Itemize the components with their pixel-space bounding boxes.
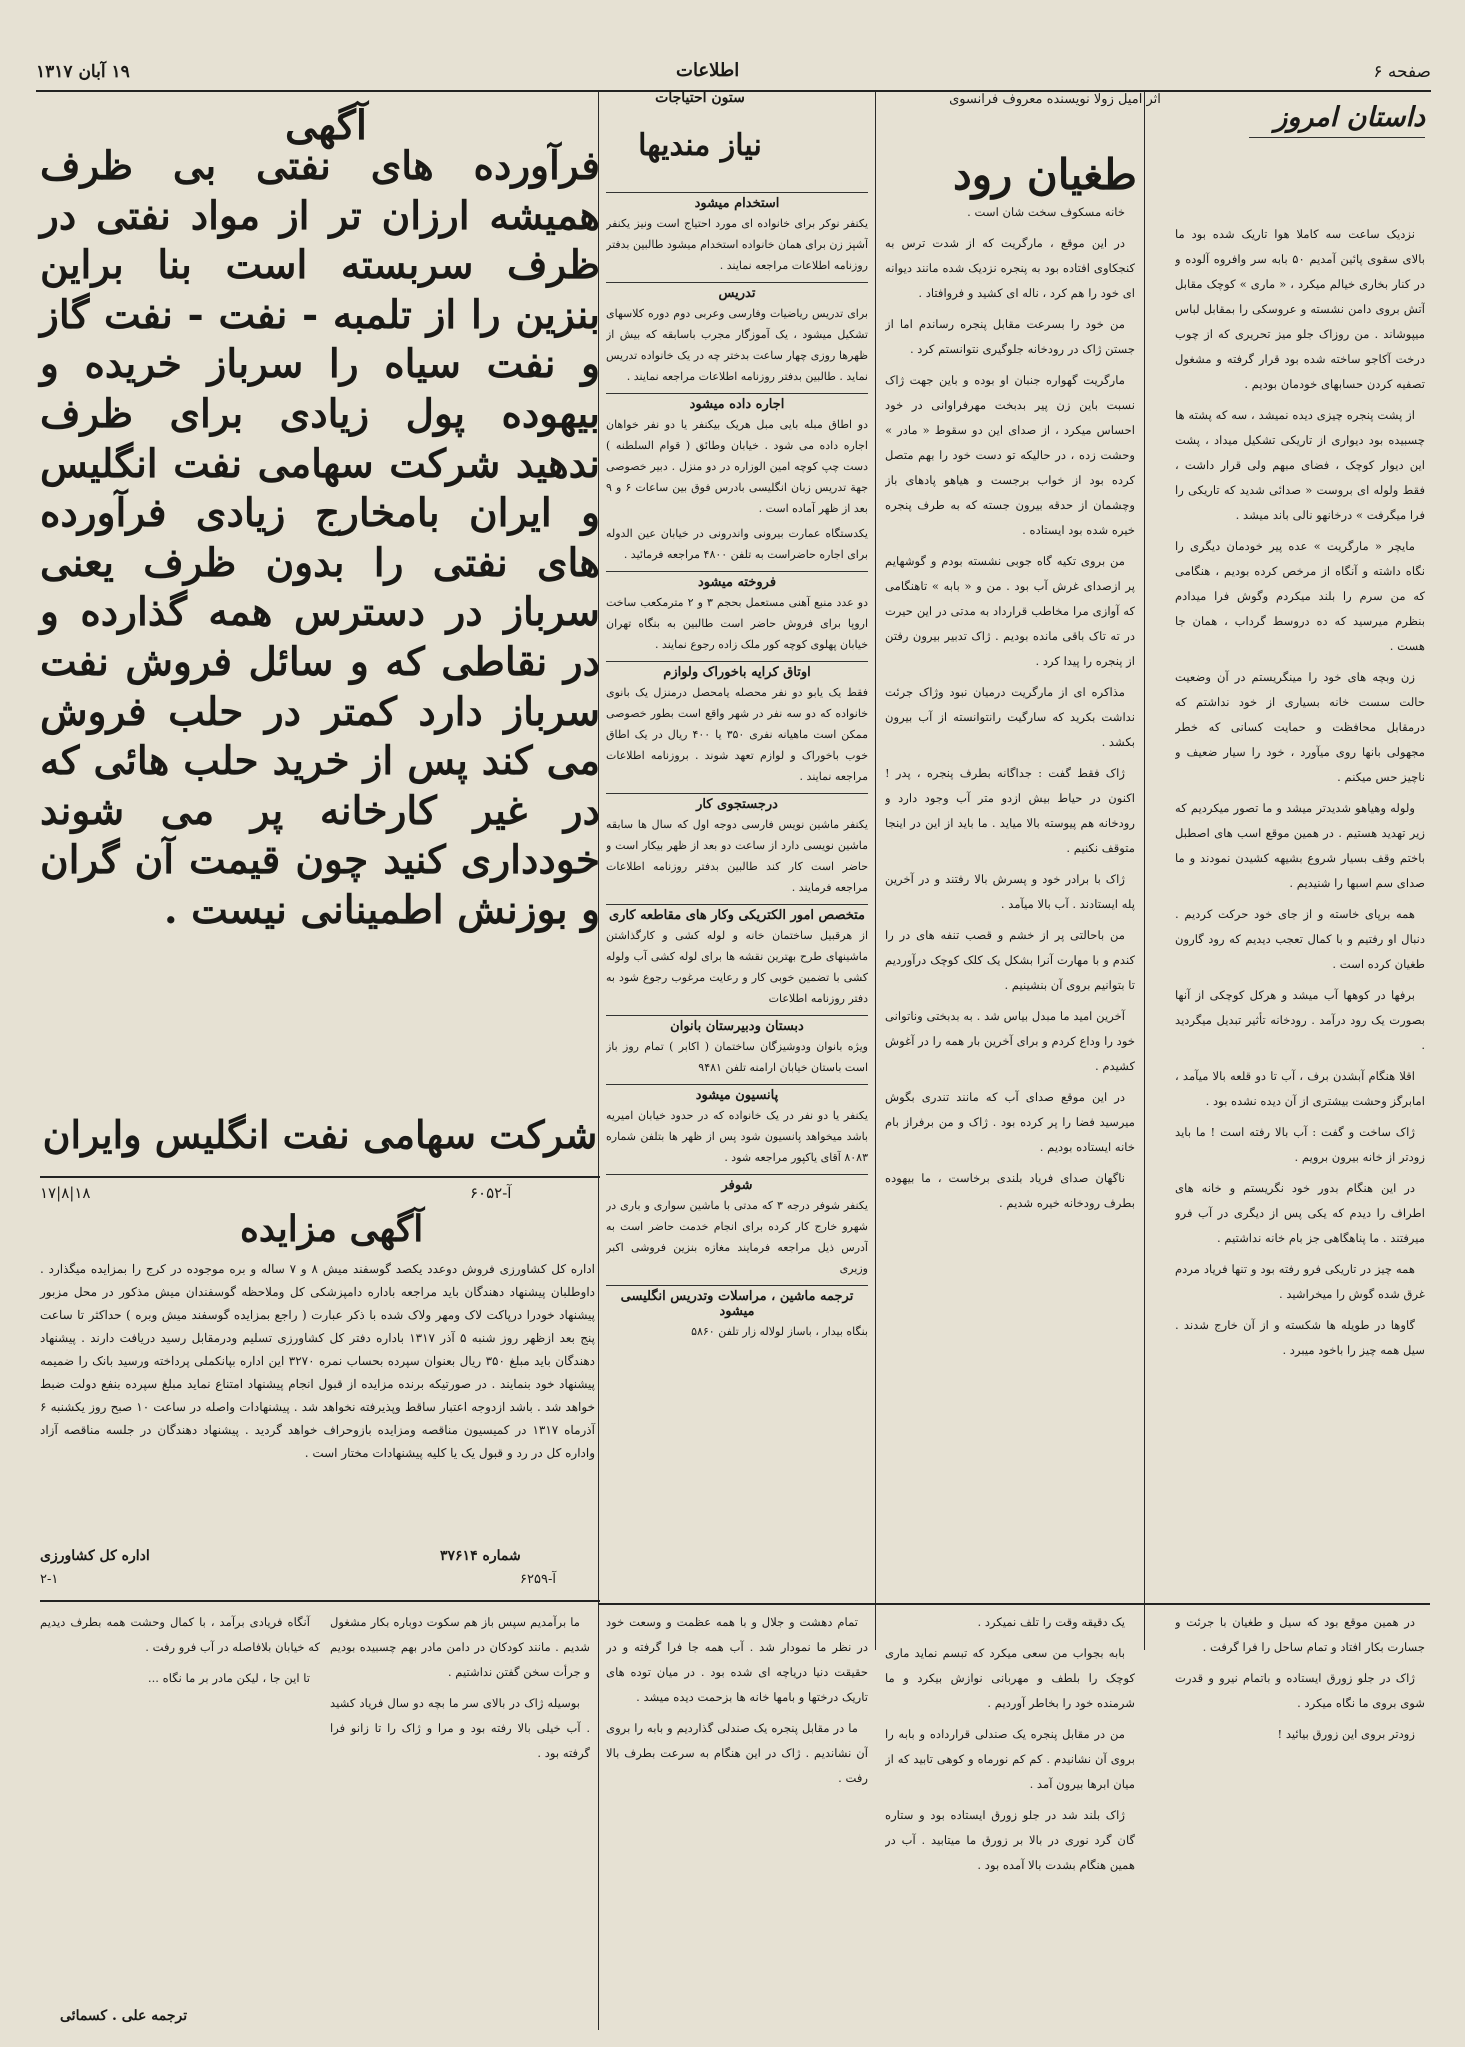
- paragraph: ناگهان صدای فریاد بلندی برخاست ، ما بیهوده بطرف رودخانه خیره شدیم .: [885, 1171, 1135, 1210]
- paragraph: در این موقع صدای آب که مانند تندری بگوش میرسید فضا را پر کرده بود . ژاک و من برفراز بام خانه ایستاده بودیم .: [885, 1090, 1135, 1154]
- paragraph: مارگریت گهواره جنبان او بوده و باین جهت ژاک نسبت باین زن پیر بدبخت مهرفراوانی در خود احساس میکرد ، از صدای این دو سقوط « مادر » وحشت زده ، در حالیکه تو دست خود را بهم متصل کرده بود از خواب برجست و هیاهو پادهای باز وچشمان از حدقه بیرون جسته که به طرف پنجره خیره شده بود ایستاده .: [885, 373, 1135, 537]
- story-continuation-1: [1175, 1610, 1425, 2030]
- classifieds-title: نیاز مندیها: [638, 128, 762, 163]
- story-column-1: [1175, 222, 1425, 1600]
- paragraph: تا این جا ، لیکن مادر بر ما نگاه ...: [147, 1671, 310, 1685]
- classified-ad: [606, 523, 868, 565]
- ad-text: یکنفر ماشین نویس فارسی دوجه اول که سال ها سابقه ماشین نویسی دارد از ساعت دو بعد از ظهر بیکار است و حاضر است کار کند طالبین بدفتر روزنامه اطلاعات مراجعه فرمایند .: [606, 818, 868, 894]
- story-continuation-4: [330, 1610, 590, 2000]
- ad-text: یکدستگاه عمارت بیرونی واندرونی در خیابان عین الدوله برای اجاره حاضراست به تلفن ۴۸۰۰ مراجعه فرمائید .: [606, 527, 868, 561]
- ad-text: از هرقبیل ساختمان خانه و لوله کشی و کارگذاشتن ماشینهای طرح بهترین نقشه ها برای لوله کشی آب ولوله کشی با تضمین خوبی کار و رعایت مرغوب رجوع شود به دفتر روزنامه اطلاعات: [606, 929, 868, 1005]
- paragraph: نزدیک ساعت سه کاملا هوا تاریک شده بود ما بالای سقوی پائین آمدیم ۵۰ بابه سر وافروه آلوده و در کنار بخاری خیالم میکرد ، « ماری » کوچک مقابل آتش بروی دامن نشسته و عروسکی را بمقابل لباس میپوشاند . من روزاک جلو میز تحریری که از چوب درخت آکاجو ساخته شده بود قرار گرفته و مشغول تصفیه کردن حسابهای خودمان بودیم .: [1175, 227, 1425, 391]
- paragraph: در این هنگام بدور خود نگریستم و خانه های اطراف را دیدم که یکی پس از دیگری در آب فرو میرفتند . ما پناهگاهی جز بام خانه نداشتیم .: [1175, 1181, 1425, 1245]
- classified-ad: [606, 1084, 868, 1168]
- paragraph: ولوله وهیاهو شدیدتر میشد و ما تصور میکردیم که زیر تهدید هستیم . در همین موقع اسب های اصطبل باختم وقف بسیار شروع بشیهه کشیدن نمودند و ما صدای سم اسبها را شنیدیم .: [1175, 801, 1425, 890]
- ad-text: دو اطاق مبله بایی مبل هریک بیکنفر یا دو نفر خواهان اجاره داده می شود . خیابان وطائق ( قوام السلطنه ) دست چپ کوچه امین الوزاره در دو منزل . دبیر خصوصی جهة تدریس زبان انگلیسی بادرس فوق بین ساعات ۶ و ۹ بعد از ظهر آماده است .: [606, 418, 868, 515]
- paragraph: خانه مسکوف سخت شان است .: [967, 205, 1125, 219]
- auction-ref: شماره ۳۷۶۱۴: [440, 1548, 521, 1564]
- masthead: اطلاعات: [676, 60, 740, 81]
- story-text: [885, 1610, 1135, 1878]
- paragraph: گاوها در طویله ها شکسته و از آن خارج شدند . سیل همه چیز را باخود میبرد .: [1175, 1318, 1425, 1357]
- issue-date: ۱۹ آبان ۱۳۱۷: [36, 62, 130, 82]
- story-byline: اثر امیل زولا نویسنده معروف فرانسوی: [949, 92, 1161, 107]
- classified-ad: [606, 571, 868, 655]
- paragraph: زن وبچه های خود را مینگریستم در آن وضعیت حالت سست خانه بسیاری از خود نداشتم که درمقابل محافظت و حمایت کسانی که خطر مجهولی بانها روی میآورد ، خود را سیار ضعیف و ناچیز حس میکنم .: [1175, 670, 1425, 784]
- classified-ad: [606, 192, 868, 276]
- classified-ad: [606, 1174, 868, 1279]
- story-continuation-3: [606, 1610, 868, 2030]
- ad-heading: متخصص امور الکتریکی وکار های مقاطعه کاری: [606, 904, 868, 923]
- paragraph: همه برپای خاسته و از جای خود حرکت کردیم . دنبال او رفتیم و با کمال تعجب دیدیم که رود گارون طغیان کرده است .: [1175, 907, 1425, 971]
- paragraph: تمام دهشت و جلال و با همه عظمت و وسعت خود در نظر ما نمودار شد . آب همه جا فرا گرفته و در حقیقت دنیا دریاچه ای شده بود . در میان توده های تاریک درختها و بامها خانه ها بزحمت دیده میشد .: [606, 1615, 868, 1704]
- section-rule: [40, 1600, 600, 1602]
- paragraph: آنگاه فریادی برآمد ، با کمال وحشت همه بطرف دیدیم که خیابان بلافاصله در آب فرو رفت .: [40, 1615, 320, 1654]
- ad-title: آگهی: [285, 102, 367, 149]
- ad-code: آ-۶۰۵۲: [470, 1184, 512, 1202]
- ad-date: ۱۸|۸|۱۷: [40, 1184, 91, 1202]
- ad-heading: دبستان ودبیرستان بانوان: [606, 1015, 868, 1034]
- paragraph: از پشت پنجره چیزی دیده نمیشد ، سه که پشته ها چسبیده بود دیواری از تاریکی تشکیل میداد ، پشت این دیوار کوچک ، فضای مبهم ولی قرار داشت ، فقط ولوله ای بروست « صدائی شدید که تاریکی را فرا میگرفت » درخانهو نالی باند میشد .: [1175, 408, 1425, 522]
- paragraph: مذاکره ای از مارگریت درمیان نبود وژاک جرئت نداشت بکرید که سارگیت رانتوانسته از آب بیرون بکشد .: [885, 685, 1135, 749]
- ad-heading: درجستجوی کار: [606, 793, 868, 812]
- translator-credit: ترجمه علی . کسمائی: [60, 2008, 188, 2024]
- ad-text: ویژه بانوان ودوشیزگان ساختمان ( اکابر ) تمام روز باز است باستان خیابان ارامنه تلفن ۹۴۸۱: [606, 1040, 868, 1074]
- paragraph: من باحالتی پر از خشم و قصب تنفه های در را کندم و با مهارت آنرا بشکل یک کلک کوچک درآوردیم تا بتوانیم بروی آن بنشینیم .: [885, 928, 1135, 992]
- story-text: [1175, 1610, 1425, 1747]
- paragraph: بوسیله ژاک در بالای سر ما بچه دو سال فریاد کشید . آب خیلی بالا رفته بود و مرا و ژاک را تا زانو فرا گرفته بود .: [330, 1696, 590, 1760]
- auction-body: اداره کل کشاورزی فروش دوعدد یکصد گوسفند میش ۸ و ۷ ساله و بره موجوده در کرج را بمزایده میگذارد . داوطلبان پیشنهاد دهندگان باید مراجعه باداره دامپزشکی کل وملاحظه گوسفندان میش مذکور در محل مزبور پیشنهاد خودرا درپاکت لاک ومهر ولاک شده با ذکر عبارت ( راجع بمزایده گوسفند میش وبره ) حداکثر تا ساعت پنج بعد ازظهر روز شنبه ۵ آذر ۱۳۱۷ باداره دفتر کل کشاورزی تسلیم ودرمقابل رسید دریافت دارند . پیشنهاد دهندگان باید مبلغ ۳۵۰ ریال بعنوان سپرده بحساب نمره ۳۲۷۰ این اداره بپانکملی پرداخته ورسید بانک را ضمیمه پیشنهاد خود بنمایند . در صورتیکه برنده مزایده از قبول انجام پیشنهاد امتناع نماید مبلغ سپرده بنفع دولت ضبط خواهد شد . باشد ازدوجه اعتبار ساقط وپذیرفته نخواهد شد . پیشنهادات واصله در ساعت ۱۰ صبح روز یکشنبه ۶ آذرماه ۱۳۱۷ در کمیسیون مناقصه ومزایده بازوحراف خواهد گردید . پیشنهاد دهندگان در جلسه مناقصه آزاد واداره کل در رد و قبول یک یا کلیه پیشنهادات مختار است .: [40, 1262, 595, 1460]
- classified-ad: [606, 393, 868, 519]
- section-rule: [40, 1176, 600, 1178]
- paragraph: من بروی تکیه گاه جوبی نشسته بودم و گوشهایم پر ازصدای غرش آب بود . من و « بابه » تاهنگامی که آوازی مرا مخاطب قرارداد به مدتی در این حیرت در ته تاک باقی مانده بودیم . ژاک تدبیر بیرون رفتن از پنجره را پیدا کرد .: [885, 554, 1135, 668]
- classifieds-section-label: ستون احتیاجات: [655, 90, 745, 106]
- ad-text: دو عدد منبع آهنی مستعمل بحجم ۳ و ۲ مترمکعب ساخت اروپا برای فروش حاضر است طالبین به بنگاه تهران خیابان پهلوی کوچه کور ملک زاده رجوع نمایند .: [606, 596, 868, 651]
- paragraph: ژاک بلند شد در جلو زورق ایستاده بود و ستاره گان گرد نوری در بالا بر زورق ما میتابید . آب در همین هنگام بشدت بالا آمده بود .: [885, 1808, 1135, 1872]
- ad-signature: شرکت سهامی نفت انگلیس وایران: [42, 1112, 598, 1157]
- paragraph: یک دقیقه وقت را تلف نمیکرد .: [977, 1615, 1125, 1629]
- ad-heading: اجاره داده میشود: [606, 393, 868, 412]
- story-continuation-2: [885, 1610, 1135, 2030]
- ad-heading: اوتاق کرایه باخوراک ولوازم: [606, 661, 868, 680]
- ad-text: بنگاه بیدار ، باساز لولاله زار تلفن ۵۸۶۰: [691, 1325, 868, 1338]
- story-text: [606, 1610, 868, 1791]
- page-header: [36, 54, 1431, 92]
- classified-ad: [606, 1285, 868, 1342]
- classified-ad: [606, 1015, 868, 1078]
- story-column-2: [885, 200, 1135, 1600]
- auction-signer: اداره کل کشاورزی: [40, 1548, 150, 1564]
- paragraph: مایچر « مارگریت » عده پیر خودمان دیگری را نگاه داشته و آنگاه از مرخص کرده بودیم ، هنگامی که من سرم را بلند میکردم وگوش فرا میدادم بنظرم میرسید که ده دروسط گرداب ، همان جا هست .: [1175, 539, 1425, 653]
- auction-title: آگهی مزایده: [240, 1208, 424, 1250]
- ad-heading: شوفر: [606, 1174, 868, 1193]
- ad-heading: تدریس: [606, 282, 868, 301]
- ad-heading: فروخته میشود: [606, 571, 868, 590]
- story-continuation-5: [40, 1610, 320, 2000]
- paragraph: زودتر بروی این زورق بیائید !: [1277, 1727, 1415, 1741]
- paragraph: ژاک ساخت و گفت : آب بالا رفته است ! ما باید زودتر از خانه بیرون برویم .: [1175, 1125, 1425, 1164]
- paragraph: ما در مقابل پنجره یک صندلی گذاردیم و بابه را بروی آن نشاندیم . ژاک در این هنگام به سرعت بطرف بالا رفت .: [606, 1721, 868, 1785]
- paragraph: اقلا هنگام آبشدن برف ، آب تا دو قلعه بالا میآمد ، امابرگز وحشت بیشتری از آن دیده نشده بود .: [1175, 1069, 1425, 1108]
- paragraph: ژاک فقط گفت : جداگانه بطرف پنجره ، پدر ! اکنون در حیاط بیش ازدو متر آب وجود دارد و رودخانه هم پیوسته بالا میاید . ما باید از این در اینجا متوقف نکنیم .: [885, 766, 1135, 855]
- paragraph: در این موقع ، مارگریت که از شدت ترس به کنجکاوی افتاده بود به پنجره نزدیک شده مانند دیوانه ای خود را هم کرد ، ناله ای کشید و فروافتاد .: [885, 236, 1135, 300]
- ad-text: یکنفر شوفر درجه ۳ که مدتی با ماشین سواری و باری در شهرو خارج کار کرده برای انجام خدمت حاضر است به آدرس ذیل مراجعه فرمایند مغازه بنزین فروشی اکبر وزیری: [606, 1199, 868, 1275]
- ad-text: فقط یک یابو دو نفر محصله یامحصل درمنزل یک بانوی خانواده که دو سه نفر در شهر واقع است بطور خصوصی ممکن است ماهیانه نفری ۳۵۰ یا ۴۰۰ ریال در یک اطاق خوب باخوراک و لوازم تعهد شوند . بروزنامه اطلاعات مراجعه نمایند .: [606, 686, 868, 783]
- story-text: [40, 1610, 320, 1691]
- story-text: [885, 200, 1135, 1216]
- ad-text: برای تدریس ریاضیات وفارسی وعربی دوم دوره کلاسهای تشکیل میشود ، یک آموزگار مجرب باسابقه که بیش از ظهرها روزی چهار ساعت بدختر چه در یک خانواده تدریس نماید . طالبین بدفتر روزنامه اطلاعات مراجعه نمایند .: [606, 307, 868, 383]
- paragraph: ژاک با برادر خود و پسرش بالا رفتند و در آخرین پله ایستادند . آب بالا میآمد .: [885, 872, 1135, 911]
- auction-seq: ۲-۱: [40, 1572, 59, 1587]
- section-label: داستان امروز: [1249, 102, 1425, 138]
- classified-ad: [606, 793, 868, 898]
- column-rule: [875, 92, 876, 1650]
- page-number: صفحه ۶: [1373, 62, 1431, 82]
- ad-text: یکنفر یا دو نفر در یک خانواده که در حدود خیابان امیریه باشد میخواهد پانسیون شود پس از ظهر ها بتلفن شماره ۸۰۸۳ آقای یاکپور مراجعه شود .: [606, 1109, 868, 1164]
- paragraph: در همین موقع بود که سیل و طغیان با جرئت و جسارت بکار افتاد و تمام ساحل را فرا گرفت .: [1175, 1615, 1425, 1654]
- ad-heading: استخدام میشود: [606, 192, 868, 211]
- ad-body: فرآورده های نفتی بی ظرف همیشه ارزان تر از مواد نفتی در ظرف سربسته است بنا براین بنزین را از تلمبه - نفت - نفت گاز و نفت سیاه را سرباز خریده و بیهوده پول زیادی برای ظرف ندهید شرکت سهامی نفت انگلیس و ایران بامخارج زیادی فرآورده های نفتی را بدون ظرف یعنی سرباز در دسترس همه گذارده و در نقاطی که و سائل فروش نفت سرباز دارد کمتر در حلب فروش می کند پس از خرید حلب هائی که در غیر کارخانه پر می شوند خودداری کنید چون قیمت آن گران و بوزنش اطمینانی نیست .: [40, 143, 600, 933]
- paragraph: من خود را بسرعت مقابل پنجره رساندم اما از جستن ژاک در رودخانه جلوگیری نتوانستم کرد .: [885, 317, 1135, 356]
- paragraph: ما برآمدیم سپس باز هم سکوت دوباره بکار مشغول شدیم . مانند کودکان در دامن مادر بهم چسبیده بودیم و جرأت سخن گفتن نداشتیم .: [330, 1615, 590, 1679]
- ad-heading: ترجمه ماشین ، مراسلات وتدریس انگلیسی میشود: [606, 1285, 868, 1319]
- paragraph: بابه بجواب من سعی میکرد که تبسم نماید ماری کوچک را بلطف و مهربانی نوازش بیکرد و ما شرمنده خود را بخاطر آوردیم .: [885, 1646, 1135, 1710]
- story-title: طغیان رود: [953, 150, 1137, 199]
- paragraph: من در مقابل پنجره یک صندلی قرارداده و بابه را بروی آن نشانیدم . کم کم نورماه و کوهی تابید که از میان ابرها بیرون آمد .: [885, 1727, 1135, 1791]
- classified-ad: [606, 282, 868, 387]
- classified-ad: [606, 661, 868, 787]
- ad-text: یکنفر نوکر برای خانواده ای مورد احتیاج است ونیز یکنفر آشپز زن برای همان خانواده استخدام میشود طالبین بدفتر روزنامه اطلاعات مراجعه نمایند .: [606, 217, 868, 272]
- auction-code: آ-۶۲۵۹: [520, 1572, 556, 1587]
- paragraph: برفها در کوهها آب میشد و هرکل کوچکی از آنها بصورت یک رود درآمد . رودخانه تأثیر تبدیل میگردید .: [1175, 988, 1425, 1052]
- paragraph: همه چیز در تاریکی فرو رفته بود و تنها فریاد مردم غرق شده گوش را میخراشید .: [1175, 1262, 1425, 1301]
- classifieds-column: [606, 186, 868, 1600]
- ad-heading: پانسیون میشود: [606, 1084, 868, 1103]
- classified-ad: [606, 904, 868, 1009]
- story-text: [330, 1610, 590, 1766]
- section-rule: [598, 1603, 1430, 1605]
- paragraph: ژاک در جلو زورق ایستاده و باتمام نیرو و قدرت شوی بروی ما نگاه میکرد .: [1175, 1671, 1425, 1710]
- paragraph: آخرین امید ما مبدل بیاس شد . به بدبختی وناتوانی خود را وداع کردم و برای آخرین بار همه را در آغوش کشیدم .: [885, 1009, 1135, 1073]
- column-rule: [1144, 92, 1145, 1650]
- story-text: [1175, 222, 1425, 1363]
